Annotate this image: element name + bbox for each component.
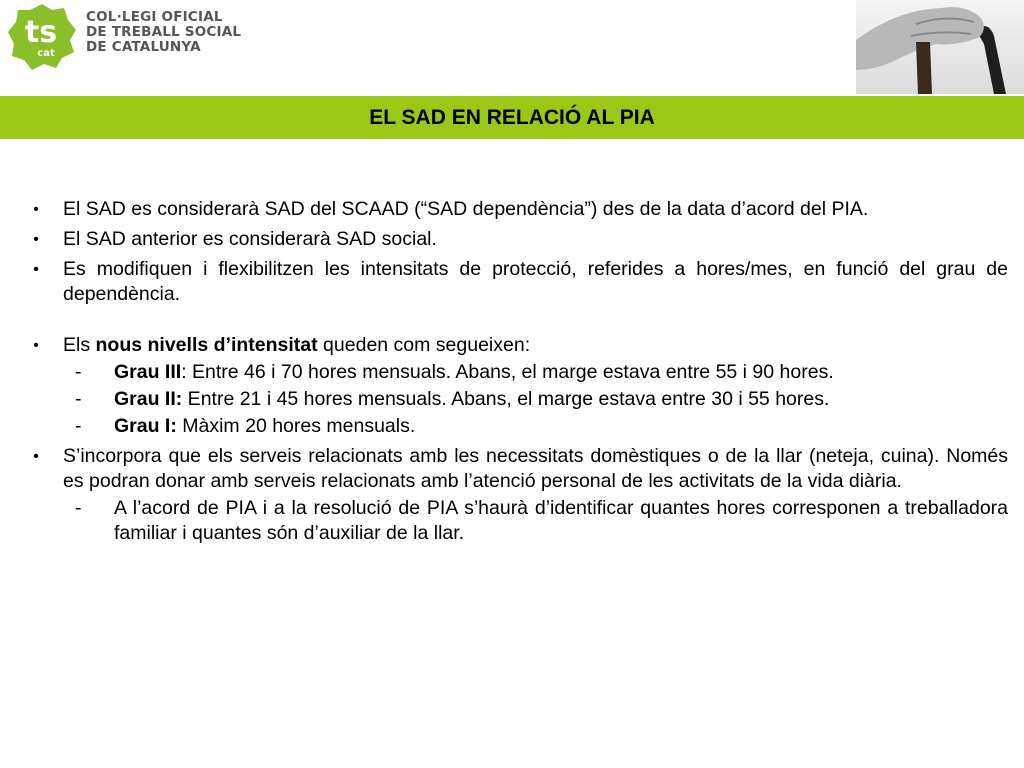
bullet-icon: • (33, 448, 39, 465)
bullet-icon: • (33, 337, 39, 354)
bullet-text-pre: Els (63, 334, 96, 356)
level-item-grau-ii (30, 387, 1008, 412)
level-label: Grau I: (114, 415, 177, 437)
org-line-2: DE TREBALL SOCIAL (86, 24, 242, 40)
level-text: Entre 21 i 45 hores mensuals. Abans, el marge estava entre 30 i 55 hores. (182, 388, 830, 410)
bullet-icon: • (33, 201, 39, 218)
dash-icon: - (75, 415, 82, 437)
bullet-icon: • (33, 261, 39, 278)
bullet-text-bold: nous nivells d’intensitat (95, 334, 318, 356)
college-logo (6, 2, 78, 72)
bullet-text: Es modifiquen i flexibilitzen les intensitats de protecció, referides a hores/mes, en funció del grau de dependència. (63, 258, 1008, 305)
level-text: : Entre 46 i 70 hores mensuals. Abans, el marge estava entre 55 i 90 hores. (181, 361, 834, 383)
bullet-text: S’incorpora que els serveis relacionats amb les necessitats domèstiques o de la llar (neteja, cuina). Només es podran donar amb serveis relacionats amb l’atenció personal de les activitats de la vida diària. (63, 445, 1008, 492)
level-label: Grau III (114, 361, 182, 383)
level-text: Màxim 20 hores mensuals. (176, 415, 416, 437)
pia-note-item (30, 496, 1008, 546)
bullet-item (30, 227, 1008, 252)
title-bar (0, 96, 1024, 139)
organization-name (86, 10, 241, 55)
dash-icon: - (75, 388, 82, 410)
slide-title: EL SAD EN RELACIÓ AL PIA (369, 106, 655, 129)
bullet-icon: • (33, 231, 39, 248)
bullet-text: El SAD anterior es considerarà SAD social. (63, 228, 437, 250)
org-line-3: DE CATALUNYA (86, 39, 201, 55)
hand-cane-photo (856, 0, 1024, 94)
org-line-1: COL·LEGI OFICIAL (86, 9, 223, 25)
level-item-grau-iii (30, 360, 1008, 385)
svg-text:ts: ts (24, 15, 58, 50)
level-label: Grau II: (114, 388, 183, 410)
bullet-item (30, 257, 1008, 307)
bullet-text: El SAD es considerarà SAD del SCAAD (“SAD dependència”) des de la data d’acord del PIA. (63, 198, 869, 220)
bullet-item (30, 333, 1008, 358)
bullet-item (30, 197, 1008, 222)
bullet-item (30, 444, 1008, 494)
dash-icon: - (75, 361, 82, 383)
svg-text:cat: cat (37, 48, 55, 59)
slide-content (30, 197, 1008, 546)
dash-icon: - (75, 497, 82, 519)
pia-note-text: A l’acord de PIA i a la resolució de PIA s’haurà d’identificar quantes hores corresponen a treballadora familiar i quantes són d’auxiliar de la llar. (114, 497, 1008, 544)
bullet-text-post: queden com segueixen: (317, 334, 531, 356)
level-item-grau-i (30, 414, 1008, 439)
